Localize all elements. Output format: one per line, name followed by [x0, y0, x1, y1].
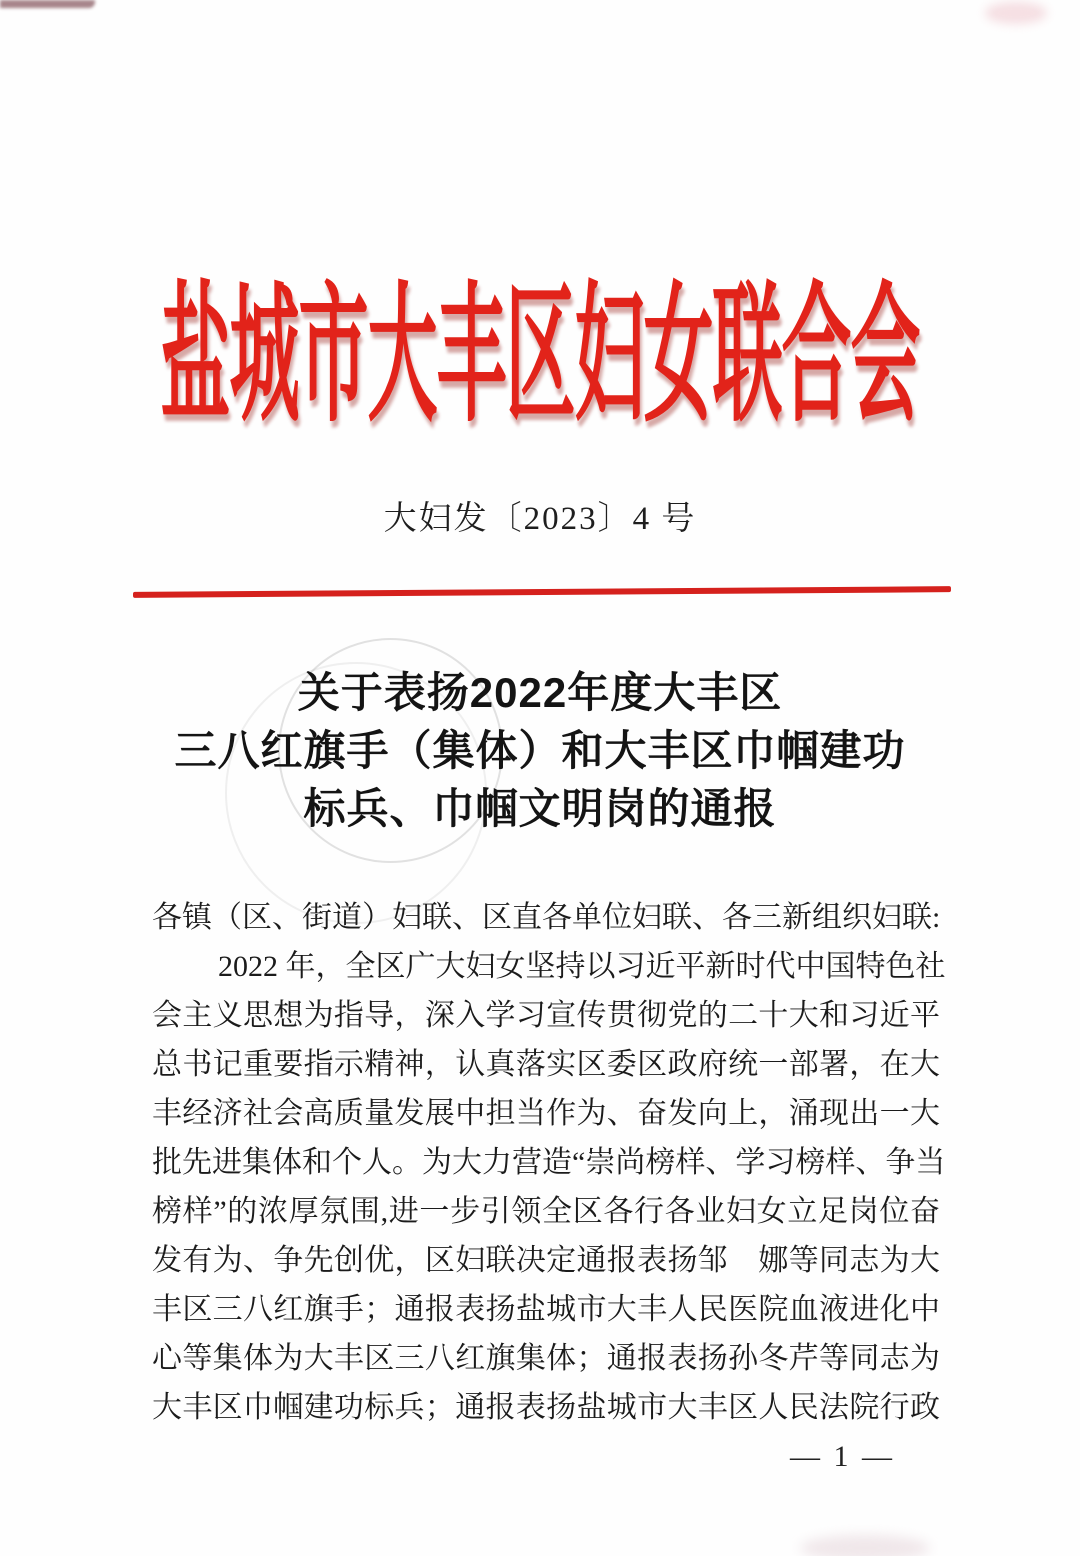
- body-line: 丰区三八红旗手；通报表扬盐城市大丰人民医院血液进化中: [152, 1293, 940, 1326]
- body-paragraphs: [152, 893, 946, 1432]
- body-line: 批先进集体和个人。为大力营造“崇尚榜样、学习榜样、争当: [152, 1146, 946, 1179]
- scan-smudge-top-left: [0, 0, 95, 8]
- scan-smudge-top-right: [985, 2, 1047, 24]
- agency-masthead-text: 盐城市大丰区妇女联合会: [160, 275, 920, 441]
- body-line: 丰经济社会高质量发展中担当作为、奋发向上，涌现出一大: [152, 1097, 940, 1130]
- page-number: — 1 —: [790, 1440, 895, 1473]
- notice-title: [0, 664, 1080, 838]
- notice-title-line-2: 三八红旗手（集体）和大丰区巾帼建功: [174, 727, 906, 774]
- body-line: 会主义思想为指导，深入学习宣传贯彻党的二十大和习近平: [152, 999, 940, 1032]
- document-number: 大妇发〔2023〕4 号: [383, 501, 697, 537]
- body-line: 发有为、争先创优，区妇联决定通报表扬邹 娜等同志为大: [152, 1244, 940, 1277]
- body-line: 心等集体为大丰区三八红旗集体；通报表扬孙冬芹等同志为: [152, 1342, 940, 1375]
- body-line: 2022 年，全区广大妇女坚持以习近平新时代中国特色社: [218, 950, 946, 983]
- body-line: 大丰区巾帼建功标兵；通报表扬盐城市大丰区人民法院行政: [152, 1391, 940, 1424]
- notice-title-line-1: 关于表扬2022年度大丰区: [297, 669, 783, 716]
- agency-masthead: [0, 262, 1080, 441]
- body-line: 榜样”的浓厚氛围,进一步引领全区各行各业妇女立足岗位奋: [152, 1195, 940, 1228]
- body-line: 总书记重要指示精神，认真落实区委区政府统一部署，在大: [152, 1048, 940, 1081]
- scan-smudge-bottom-right: [800, 1535, 930, 1556]
- notice-title-line-3: 标兵、巾帼文明岗的通报: [303, 785, 777, 832]
- red-separator-rule: [133, 586, 951, 598]
- body-line-salutation: 各镇（区、街道）妇联、区直各单位妇联、各三新组织妇联:: [152, 901, 941, 934]
